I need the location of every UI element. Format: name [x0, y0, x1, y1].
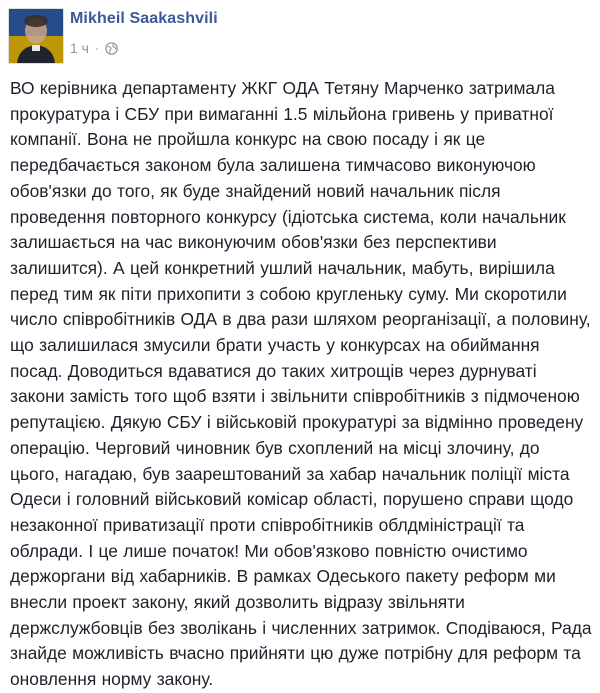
author-name-link[interactable]: Mikheil Saakashvili [70, 10, 218, 27]
globe-icon[interactable] [105, 42, 118, 55]
post-text: ВО керівника департаменту ЖКГ ОДА Тетяну Марченко затримала прокуратура і СБУ при вимаганні 1.5 мільйона гривень у приватної компанії. Вона не пройшла конкурс на свою посаду і як це передбачається законом була залишена тимчасово виконуючою обов'язки до того, як буде знайдений новий начальник після проведення повторного конкурсу (ідіотська система, коли начальник залишається на час виконуючим обов'язки без перспективи залишится). А цей конкретний ушлий начальник, мабуть, вирішила перед тим як піти прихопити з собою кругленьку суму. Ми скоротили число співробітників ОДА в два рази шляхом реорганізації, а половину, що залишилася змусили брати участь у конкурсах на обиймання посад. Доводиться вдаватися до таких хитрощів через дурнуваті закони замість того щоб взяти і звільнити співробітників з підмоченою репутацією. Дякую СБУ і військовій прокуратурі за відмінно проведену операцію. Черговий чиновник був схоплений на місці злочину, до цього, нагадаю, був заарештований за хабар начальник поліції міста Одеси і головний військовий комісар області, порушено справи щодо незаконної приватизації проти співробітників облдміністрації та облради. І це лише початок! Ми обов'язково повністю очистимо держоргани від хабарників. В рамках Одеського пакету реформ ми внесли проект закону, який дозволить відразу звільняти держслужбовців без зволікань і численних затримок. Сподіваюся, Рада знайде можливість вчасно прийняти цю дуже потрібну для реформ та оновлення норму закону. [10, 78, 592, 690]
post-header [8, 8, 588, 68]
avatar[interactable] [8, 8, 64, 64]
post-timestamp[interactable]: 1 ч [70, 40, 89, 56]
profile-photo-icon [9, 9, 63, 63]
post-meta [70, 40, 118, 56]
meta-separator: · [94, 41, 99, 55]
